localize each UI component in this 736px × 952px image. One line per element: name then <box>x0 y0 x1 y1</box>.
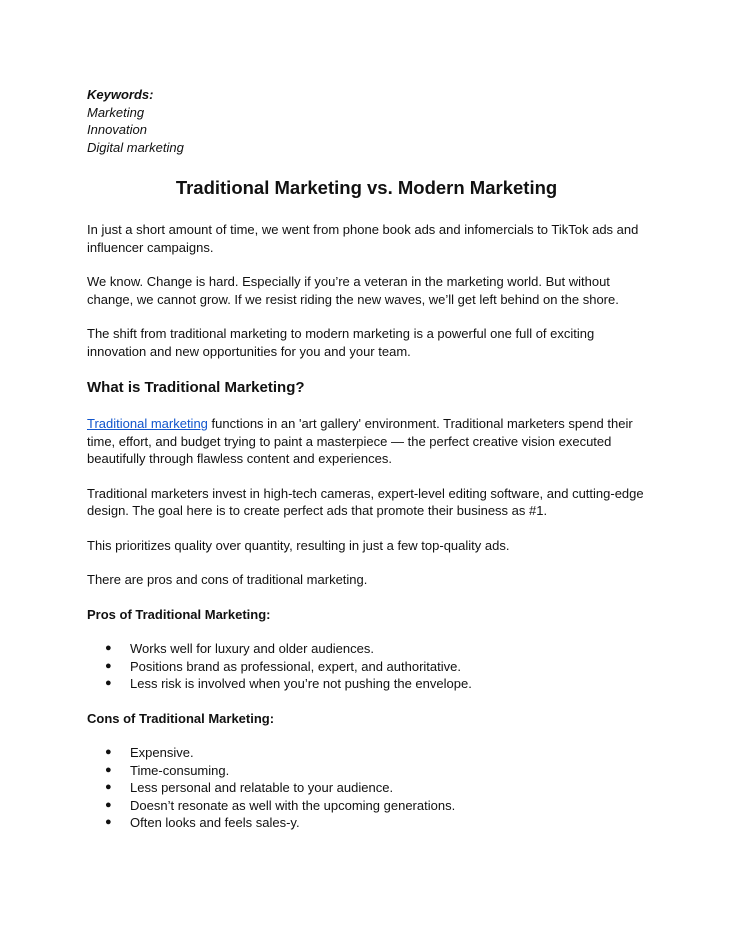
intro-paragraph: In just a short amount of time, we went from phone book ads and infomercials to TikTok ads and influencer campaigns. <box>87 222 639 255</box>
section-paragraph <box>87 415 646 468</box>
section-paragraph-text: functions in an 'art gallery' environment. Traditional marketers spend their time, effort, and budget trying to paint a masterpiece — the perfect creative vision executed beautifully through flawless content and experiences. <box>87 416 633 466</box>
document-title: Traditional Marketing vs. Modern Marketing <box>175 177 558 198</box>
section-heading: What is Traditional Marketing? <box>87 379 305 396</box>
cons-heading: Cons of Traditional Marketing: <box>87 710 275 726</box>
pros-heading: Pros of Traditional Marketing: <box>87 606 271 622</box>
list-item-text: Works well for luxury and older audiences. <box>130 641 374 656</box>
section-paragraph: There are pros and cons of traditional marketing. <box>87 572 368 587</box>
keywords-block <box>87 86 646 156</box>
bullet-icon: ● <box>105 798 112 811</box>
list-item <box>87 658 646 676</box>
intro-paragraph: The shift from traditional marketing to modern marketing is a powerful one full of exciting innovation and new opportunities for you and your team. <box>87 326 595 359</box>
section-paragraph: Traditional marketers invest in high-tech cameras, expert-level editing software, and cutting-edge design. The goal here is to create perfect ads that promote their business as #1. <box>87 485 644 518</box>
pros-list <box>87 640 646 693</box>
keyword-item: Innovation <box>87 122 147 137</box>
bullet-icon: ● <box>105 659 112 672</box>
list-item-text: Expensive. <box>130 745 194 760</box>
keyword-item: Digital marketing <box>87 139 184 155</box>
intro-paragraph: We know. Change is hard. Especially if you’re a veteran in the marketing world. But without change, we cannot grow. If we resist riding the new waves, we’ll get left behind on the shore. <box>87 274 619 307</box>
bullet-icon: ● <box>105 677 112 689</box>
list-item <box>87 762 646 780</box>
list-item <box>87 744 646 762</box>
list-item-text: Time-consuming. <box>130 762 230 778</box>
keywords-label: Keywords: <box>87 87 154 102</box>
section-paragraph: This prioritizes quality over quantity, resulting in just a few top-quality ads. <box>87 537 510 553</box>
list-item <box>87 814 646 832</box>
bullet-icon: ● <box>105 763 112 776</box>
keyword-item: Marketing <box>87 104 145 120</box>
bullet-icon: ● <box>105 816 112 828</box>
bullet-icon: ● <box>105 781 112 793</box>
traditional-marketing-link[interactable]: Traditional marketing <box>87 416 208 431</box>
list-item <box>87 675 646 693</box>
list-item <box>87 640 646 658</box>
list-item-text: Positions brand as professional, expert, and authoritative. <box>130 658 461 674</box>
list-item <box>87 797 646 815</box>
bullet-icon: ● <box>105 642 112 654</box>
list-item-text: Less personal and relatable to your audience. <box>130 780 394 795</box>
bullet-icon: ● <box>105 746 112 758</box>
list-item <box>87 779 646 797</box>
list-item-text: Doesn’t resonate as well with the upcoming generations. <box>130 797 456 813</box>
cons-list <box>87 744 646 832</box>
list-item-text: Less risk is involved when you’re not pushing the envelope. <box>130 676 472 691</box>
list-item-text: Often looks and feels sales-y. <box>130 815 300 830</box>
